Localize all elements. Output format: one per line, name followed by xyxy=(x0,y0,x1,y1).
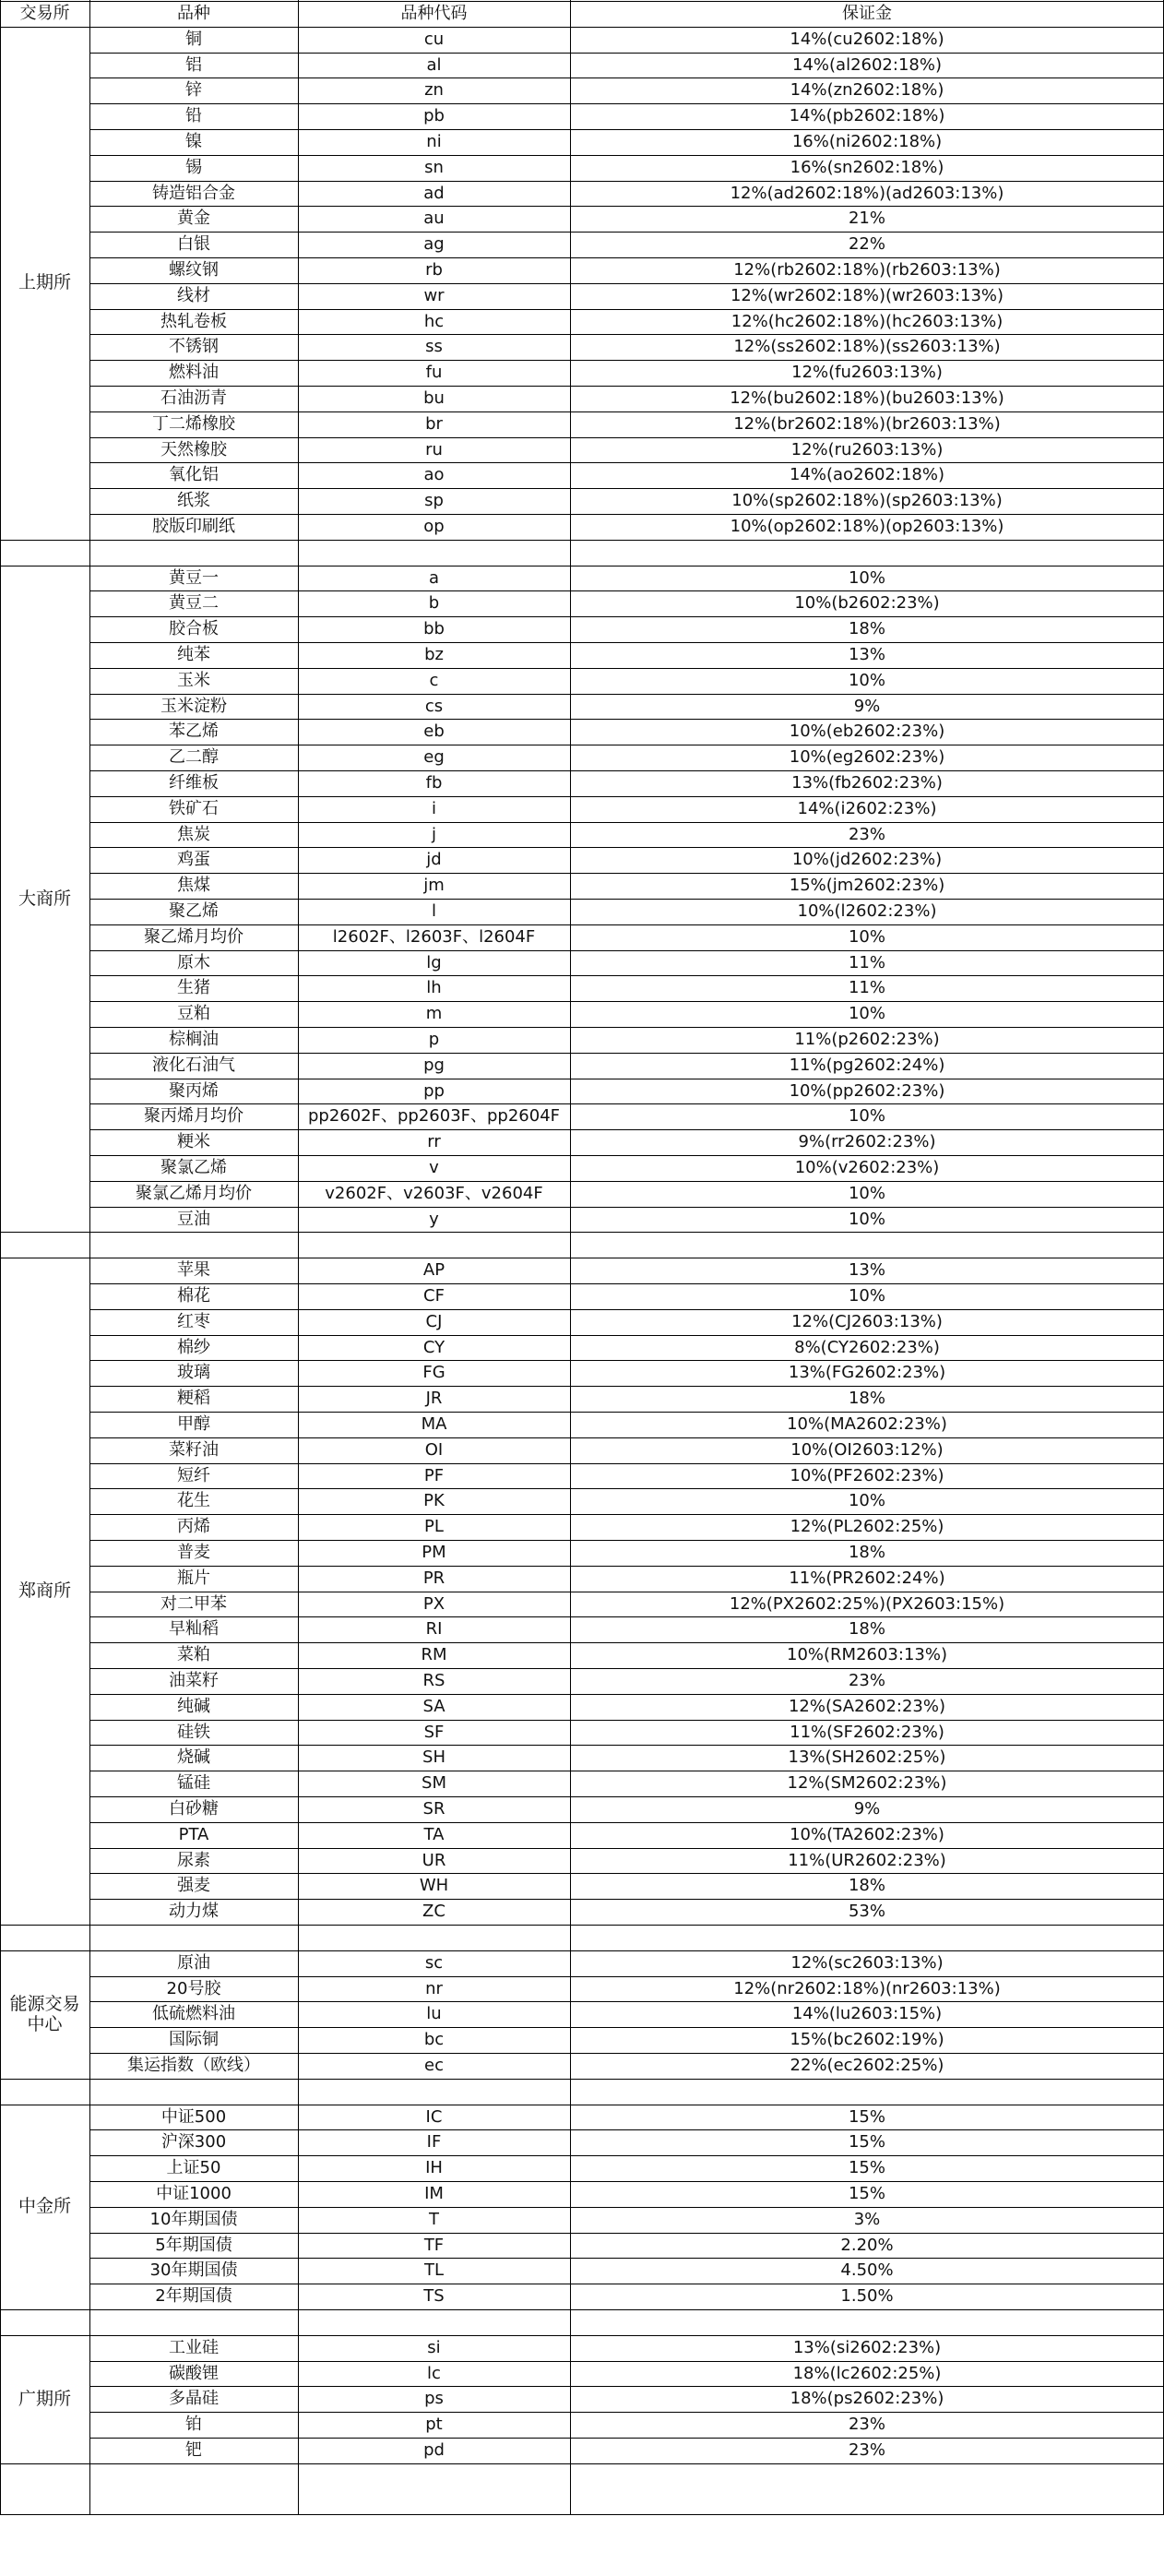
margin-cell: 12%(br2602:18%)(br2603:13%) xyxy=(733,413,1001,434)
code-cell: pg xyxy=(423,1055,445,1075)
variety-cell: 乙二醇 xyxy=(169,747,219,768)
code-cell: PR xyxy=(422,1568,445,1588)
variety-cell: 玻璃 xyxy=(177,1363,210,1383)
variety-cell: 玉米淀粉 xyxy=(160,696,227,716)
code-cell: IM xyxy=(424,2184,444,2204)
variety-cell: 鸡蛋 xyxy=(177,850,210,870)
margin-cell: 23% xyxy=(848,1671,885,1691)
variety-cell: 沪深300 xyxy=(160,2132,227,2153)
margin-cell: 18% xyxy=(848,1389,885,1409)
code-cell: zn xyxy=(424,80,444,101)
code-cell: sc xyxy=(424,1952,444,1973)
code-cell: m xyxy=(425,1004,443,1024)
margin-cell: 10%(b2602:23%) xyxy=(794,593,940,614)
code-cell: SF xyxy=(423,1722,445,1742)
variety-cell: 中证500 xyxy=(160,2106,227,2127)
code-cell: bz xyxy=(424,645,444,665)
code-cell: lg xyxy=(426,952,442,972)
variety-cell: 聚丙烯月均价 xyxy=(144,1106,243,1127)
variety-cell: 热轧卷板 xyxy=(160,311,227,331)
margin-cell: 18%(lc2602:25%) xyxy=(792,2363,942,2383)
code-cell: bb xyxy=(423,619,445,639)
variety-cell: 烧碱 xyxy=(177,1747,210,1768)
margin-cell: 12%(CJ2603:13%) xyxy=(791,1311,943,1331)
margin-cell: 18% xyxy=(848,1619,885,1640)
margin-cell: 11% xyxy=(848,978,885,998)
variety-cell: 棉纱 xyxy=(177,1337,210,1357)
code-cell: TL xyxy=(423,2260,445,2281)
margin-cell: 10% xyxy=(848,1286,885,1306)
margin-cell: 10% xyxy=(848,1183,885,1203)
margin-cell: 9%(rr2602:23%) xyxy=(798,1132,936,1152)
exchange-cell: 上期所 xyxy=(18,272,71,293)
margin-cell: 1.50% xyxy=(840,2286,894,2307)
margin-cell: 10% xyxy=(848,1491,885,1511)
variety-cell: 瓶片 xyxy=(177,1568,210,1588)
margin-cell: 15% xyxy=(848,2184,885,2204)
variety-cell: 硅铁 xyxy=(177,1722,210,1742)
variety-cell: 纯碱 xyxy=(177,1696,210,1716)
margin-cell: 10% xyxy=(848,1106,885,1127)
grid-line xyxy=(0,2463,1164,2464)
variety-cell: 纸浆 xyxy=(177,491,210,511)
variety-cell: 铅 xyxy=(185,106,202,126)
code-cell: nr xyxy=(425,1978,443,1998)
code-cell: ad xyxy=(423,183,445,203)
grid-line xyxy=(0,2079,1164,2080)
variety-cell: 红枣 xyxy=(177,1311,210,1331)
variety-cell: 原油 xyxy=(177,1952,210,1973)
margin-cell: 12%(ru2603:13%) xyxy=(790,439,944,459)
margin-cell: 13% xyxy=(848,1260,885,1281)
margin-cell: 16%(ni2602:18%) xyxy=(791,132,943,152)
variety-cell: 对二甲苯 xyxy=(160,1593,227,1614)
code-cell: y xyxy=(429,1209,439,1229)
code-cell: TF xyxy=(423,2235,445,2255)
code-cell: PX xyxy=(422,1593,445,1614)
code-cell: TS xyxy=(423,2286,445,2307)
code-cell: op xyxy=(423,517,445,537)
variety-cell: 30年期国债 xyxy=(149,2260,238,2281)
code-cell: SR xyxy=(422,1799,445,1819)
code-cell: fu xyxy=(425,363,443,383)
variety-cell: 聚乙烯月均价 xyxy=(144,926,243,947)
grid-line xyxy=(0,0,1,2515)
variety-cell: PTA xyxy=(178,1824,209,1844)
margin-cell: 4.50% xyxy=(840,2260,894,2281)
margin-cell: 18% xyxy=(848,1876,885,1896)
margin-cell: 3% xyxy=(853,2209,881,2229)
code-cell: JR xyxy=(425,1389,443,1409)
variety-cell: 黄金 xyxy=(177,209,210,229)
code-cell: T xyxy=(429,2209,439,2229)
code-cell: eb xyxy=(423,722,445,742)
code-cell: al xyxy=(426,54,442,75)
variety-cell: 不锈钢 xyxy=(169,337,219,357)
code-cell: AP xyxy=(422,1260,445,1281)
margin-cell: 11%(UR2602:23%) xyxy=(788,1850,946,1870)
margin-cell: 10%(eg2602:23%) xyxy=(789,747,945,768)
code-cell: ss xyxy=(425,337,443,357)
code-cell: eg xyxy=(423,747,445,768)
variety-cell: 棉花 xyxy=(177,1286,210,1306)
code-cell: sn xyxy=(424,157,444,177)
variety-cell: 铁矿石 xyxy=(169,798,219,818)
code-cell: rb xyxy=(425,260,443,280)
variety-cell: 20号胶 xyxy=(166,1978,221,1998)
margin-cell: 12%(PL2602:25%) xyxy=(790,1517,944,1537)
code-cell: IH xyxy=(425,2158,443,2178)
code-cell: l2602F、l2603F、l2604F xyxy=(332,926,536,947)
margin-cell: 14%(lu2603:15%) xyxy=(791,2004,943,2024)
variety-cell: 碳酸锂 xyxy=(169,2363,219,2383)
margin-cell: 10%(jd2602:23%) xyxy=(791,850,943,870)
margin-cell: 10%(TA2602:23%) xyxy=(790,1824,944,1844)
variety-cell: 粳米 xyxy=(177,1132,210,1152)
margin-cell: 9% xyxy=(853,696,881,716)
exchange-cell: 能源交易中心 xyxy=(9,1993,80,2035)
margin-cell: 10%(PF2602:23%) xyxy=(790,1465,944,1485)
code-cell: PF xyxy=(423,1465,445,1485)
variety-cell: 菜籽油 xyxy=(169,1439,219,1460)
exchange-cell: 郑商所 xyxy=(18,1580,71,1602)
margin-cell: 10%(sp2602:18%)(sp2603:13%) xyxy=(731,491,1003,511)
margin-cell: 14%(i2602:23%) xyxy=(797,798,937,818)
code-cell: UR xyxy=(422,1850,446,1870)
margin-cell: 18% xyxy=(848,619,885,639)
header-margin: 保证金 xyxy=(842,4,892,24)
header-variety: 品种 xyxy=(177,4,210,24)
header-exchange: 交易所 xyxy=(19,4,70,24)
grid-line xyxy=(0,2309,1164,2310)
margin-cell: 18%(ps2602:23%) xyxy=(790,2389,944,2409)
variety-cell: 油菜籽 xyxy=(169,1671,219,1691)
variety-cell: 天然橡胶 xyxy=(160,439,227,459)
margin-cell: 11% xyxy=(848,952,885,972)
code-cell: RM xyxy=(421,1645,447,1665)
code-cell: pt xyxy=(425,2415,443,2435)
variety-cell: 丙烯 xyxy=(177,1517,210,1537)
code-cell: FG xyxy=(422,1363,445,1383)
code-cell: pp2602F、pp2603F、pp2604F xyxy=(307,1106,561,1127)
margin-cell: 10% xyxy=(848,670,885,690)
margin-cell: 13%(FG2602:23%) xyxy=(788,1363,946,1383)
margin-cell: 14%(pb2602:18%) xyxy=(789,106,945,126)
margin-cell: 10% xyxy=(848,1209,885,1229)
code-cell: v xyxy=(429,1158,439,1178)
code-cell: b xyxy=(428,593,440,614)
margin-cell: 10%(pp2602:23%) xyxy=(789,1080,945,1101)
margin-cell: 10% xyxy=(848,926,885,947)
code-cell: jm xyxy=(423,876,445,896)
variety-cell: 聚氯乙烯月均价 xyxy=(136,1183,252,1203)
code-cell: PL xyxy=(424,1517,444,1537)
code-cell: CJ xyxy=(425,1311,443,1331)
margin-cell: 22%(ec2602:25%) xyxy=(790,2056,944,2076)
margin-cell: 10% xyxy=(848,1004,885,1024)
variety-cell: 2年期国债 xyxy=(155,2286,232,2307)
code-cell: si xyxy=(427,2337,441,2357)
code-cell: cs xyxy=(424,696,444,716)
code-cell: ni xyxy=(426,132,442,152)
variety-cell: 国际铜 xyxy=(169,2030,219,2050)
variety-cell: 液化石油气 xyxy=(152,1055,235,1075)
code-cell: SA xyxy=(422,1696,445,1716)
margin-cell: 2.20% xyxy=(840,2235,894,2255)
variety-cell: 玉米 xyxy=(177,670,210,690)
margin-cell: 14%(al2602:18%) xyxy=(792,54,942,75)
variety-cell: 焦煤 xyxy=(177,876,210,896)
margin-cell: 12%(SA2602:23%) xyxy=(788,1696,945,1716)
variety-cell: 锰硅 xyxy=(177,1773,210,1794)
margin-cell: 10% xyxy=(848,567,885,588)
code-cell: IF xyxy=(426,2132,442,2153)
code-cell: v2602F、v2603F、v2604F xyxy=(325,1183,543,1203)
variety-cell: 聚乙烯 xyxy=(169,901,219,922)
code-cell: ec xyxy=(424,2056,444,2076)
variety-cell: 豆油 xyxy=(177,1209,210,1229)
code-cell: j xyxy=(431,824,436,844)
code-cell: au xyxy=(423,209,445,229)
margin-cell: 15% xyxy=(848,2132,885,2153)
variety-cell: 工业硅 xyxy=(169,2337,219,2357)
margin-cell: 10%(MA2602:23%) xyxy=(787,1414,947,1435)
variety-cell: 普麦 xyxy=(177,1543,210,1563)
variety-cell: 黄豆二 xyxy=(169,593,219,614)
code-cell: pp xyxy=(423,1080,445,1101)
margin-cell: 12%(wr2602:18%)(wr2603:13%) xyxy=(730,285,1004,305)
code-cell: l xyxy=(431,901,436,922)
variety-cell: 生猪 xyxy=(177,978,210,998)
code-cell: fb xyxy=(425,773,443,793)
variety-cell: 甲醇 xyxy=(177,1414,210,1435)
variety-cell: 低硫燃料油 xyxy=(152,2004,235,2024)
grid-line xyxy=(0,1925,1164,1926)
margin-cell: 14%(zn2602:18%) xyxy=(790,80,944,101)
code-cell: RI xyxy=(425,1619,443,1640)
margin-cell: 10%(v2602:23%) xyxy=(794,1158,940,1178)
grid-line xyxy=(89,0,90,2515)
variety-cell: 菜粕 xyxy=(177,1645,210,1665)
margin-cell: 10%(l2602:23%) xyxy=(797,901,937,922)
margin-cell: 22% xyxy=(848,234,885,255)
code-cell: i xyxy=(431,798,436,818)
code-cell: wr xyxy=(423,285,445,305)
code-cell: CY xyxy=(422,1337,445,1357)
margin-cell: 15%(bc2602:19%) xyxy=(790,2030,944,2050)
margin-cell: 23% xyxy=(848,2440,885,2461)
grid-line xyxy=(0,540,1164,541)
margin-cell: 18% xyxy=(848,1543,885,1563)
code-cell: PM xyxy=(422,1543,446,1563)
margin-cell: 11%(p2602:23%) xyxy=(794,1030,940,1050)
margin-cell: 10%(eb2602:23%) xyxy=(789,722,945,742)
variety-cell: 锡 xyxy=(185,157,202,177)
margin-cell: 23% xyxy=(848,2415,885,2435)
variety-cell: 短纤 xyxy=(177,1465,210,1485)
exchange-cell: 广期所 xyxy=(18,2388,71,2409)
variety-cell: 纯苯 xyxy=(177,645,210,665)
code-cell: CF xyxy=(423,1286,445,1306)
variety-cell: 焦炭 xyxy=(177,824,210,844)
margin-cell: 15% xyxy=(848,2158,885,2178)
code-cell: ru xyxy=(425,439,443,459)
variety-cell: 丁二烯橡胶 xyxy=(152,413,235,434)
code-cell: MA xyxy=(421,1414,447,1435)
code-cell: ps xyxy=(424,2389,444,2409)
code-cell: pb xyxy=(423,106,445,126)
margin-cell: 11%(pg2602:24%) xyxy=(789,1055,945,1075)
code-cell: lc xyxy=(427,2363,441,2383)
variety-cell: 氧化铝 xyxy=(169,465,219,485)
variety-cell: 上证50 xyxy=(166,2158,221,2178)
code-cell: PK xyxy=(423,1491,445,1511)
code-cell: ZC xyxy=(422,1902,445,1922)
margin-cell: 9% xyxy=(853,1799,881,1819)
code-cell: a xyxy=(428,567,440,588)
code-cell: lh xyxy=(426,978,442,998)
margin-cell: 15%(jm2602:23%) xyxy=(789,876,945,896)
grid-line xyxy=(298,0,299,2515)
variety-cell: 胶版印刷纸 xyxy=(152,517,235,537)
margin-cell: 10%(op2602:18%)(op2603:13%) xyxy=(730,517,1004,537)
variety-cell: 原木 xyxy=(177,952,210,972)
variety-cell: 强麦 xyxy=(177,1876,210,1896)
variety-cell: 胶合板 xyxy=(169,619,219,639)
margin-cell: 23% xyxy=(848,824,885,844)
variety-cell: 早籼稻 xyxy=(169,1619,219,1640)
code-cell: c xyxy=(429,670,439,690)
code-cell: WH xyxy=(419,1876,449,1896)
margin-cell: 12%(sc2603:13%) xyxy=(790,1952,944,1973)
variety-cell: 白砂糖 xyxy=(169,1799,219,1819)
code-cell: lu xyxy=(426,2004,442,2024)
margin-cell: 21% xyxy=(848,209,885,229)
code-cell: bc xyxy=(423,2030,445,2050)
variety-cell: 棕榈油 xyxy=(169,1030,219,1050)
margin-cell: 13%(SH2602:25%) xyxy=(788,1747,946,1768)
code-cell: p xyxy=(428,1030,440,1050)
margin-cell: 13%(fb2602:23%) xyxy=(791,773,943,793)
margin-cell: 11%(PR2602:24%) xyxy=(789,1568,945,1588)
margin-cell: 12%(bu2602:18%)(bu2603:13%) xyxy=(730,388,1004,409)
margin-cell: 10%(RM2603:13%) xyxy=(787,1645,947,1665)
variety-cell: 白银 xyxy=(177,234,210,255)
margin-cell: 12%(fu2603:13%) xyxy=(791,363,943,383)
code-cell: TA xyxy=(423,1824,445,1844)
variety-cell: 镍 xyxy=(185,132,202,152)
code-cell: IC xyxy=(425,2106,443,2127)
header-code: 品种代码 xyxy=(400,4,468,24)
variety-cell: 螺纹钢 xyxy=(169,260,219,280)
margin-cell: 12%(nr2602:18%)(nr2603:13%) xyxy=(733,1978,1001,1998)
code-cell: SH xyxy=(422,1747,445,1768)
variety-cell: 苯乙烯 xyxy=(169,722,219,742)
variety-cell: 聚丙烯 xyxy=(169,1080,219,1101)
variety-cell: 尿素 xyxy=(177,1850,210,1870)
margin-cell: 12%(ss2602:18%)(ss2603:13%) xyxy=(733,337,1001,357)
code-cell: bu xyxy=(423,388,445,409)
variety-cell: 集运指数（欧线） xyxy=(127,2056,260,2076)
margin-cell: 14%(ao2602:18%) xyxy=(790,465,944,485)
variety-cell: 铝 xyxy=(185,54,202,75)
variety-cell: 铜 xyxy=(185,29,202,49)
variety-cell: 多晶硅 xyxy=(169,2389,219,2409)
code-cell: OI xyxy=(424,1439,444,1460)
variety-cell: 黄豆一 xyxy=(169,567,219,588)
margin-cell: 12%(rb2602:18%)(rb2603:13%) xyxy=(733,260,1001,280)
code-cell: rr xyxy=(427,1132,441,1152)
margin-cell: 12%(PX2602:25%)(PX2603:15%) xyxy=(729,1593,1005,1614)
margin-cell: 10%(OI2603:12%) xyxy=(790,1439,944,1460)
variety-cell: 5年期国债 xyxy=(155,2235,232,2255)
margin-cell: 13% xyxy=(848,645,885,665)
code-cell: br xyxy=(425,413,443,434)
grid-line xyxy=(0,1232,1164,1233)
variety-cell: 燃料油 xyxy=(169,363,219,383)
code-cell: SM xyxy=(422,1773,446,1794)
grid-line xyxy=(570,0,571,2515)
exchange-cell: 中金所 xyxy=(18,2196,71,2217)
variety-cell: 粳稻 xyxy=(177,1389,210,1409)
variety-cell: 中证1000 xyxy=(156,2184,232,2204)
margin-cell: 14%(cu2602:18%) xyxy=(790,29,944,49)
margin-cell: 8%(CY2602:23%) xyxy=(794,1337,940,1357)
variety-cell: 铂 xyxy=(185,2415,202,2435)
variety-cell: 豆粕 xyxy=(177,1004,210,1024)
variety-cell: 钯 xyxy=(185,2440,202,2461)
variety-cell: 花生 xyxy=(177,1491,210,1511)
variety-cell: 纤维板 xyxy=(169,773,219,793)
margin-cell: 13%(si2602:23%) xyxy=(792,2337,942,2357)
code-cell: sp xyxy=(424,491,444,511)
variety-cell: 铸造铝合金 xyxy=(152,183,235,203)
code-cell: hc xyxy=(423,311,445,331)
code-cell: RS xyxy=(422,1671,445,1691)
margin-cell: 12%(ad2602:18%)(ad2603:13%) xyxy=(730,183,1004,203)
variety-cell: 10年期国债 xyxy=(149,2209,238,2229)
variety-cell: 线材 xyxy=(177,285,210,305)
variety-cell: 锌 xyxy=(185,80,202,101)
margin-cell: 16%(sn2602:18%) xyxy=(790,157,944,177)
margin-cell: 11%(SF2602:23%) xyxy=(790,1722,944,1742)
margin-cell: 12%(hc2602:18%)(hc2603:13%) xyxy=(730,311,1004,331)
variety-cell: 石油沥青 xyxy=(160,388,227,409)
variety-cell: 动力煤 xyxy=(169,1902,219,1922)
variety-cell: 聚氯乙烯 xyxy=(160,1158,227,1178)
code-cell: jd xyxy=(426,850,442,870)
margin-cell: 53% xyxy=(848,1902,885,1922)
margin-cell: 12%(SM2602:23%) xyxy=(787,1773,947,1794)
variety-cell: 苹果 xyxy=(177,1260,210,1281)
margin-cell: 15% xyxy=(848,2106,885,2127)
code-cell: pd xyxy=(423,2440,445,2461)
code-cell: cu xyxy=(423,29,445,49)
grid-line xyxy=(0,2514,1164,2515)
code-cell: ao xyxy=(423,465,445,485)
exchange-cell: 大商所 xyxy=(18,888,71,909)
code-cell: ag xyxy=(423,234,445,255)
